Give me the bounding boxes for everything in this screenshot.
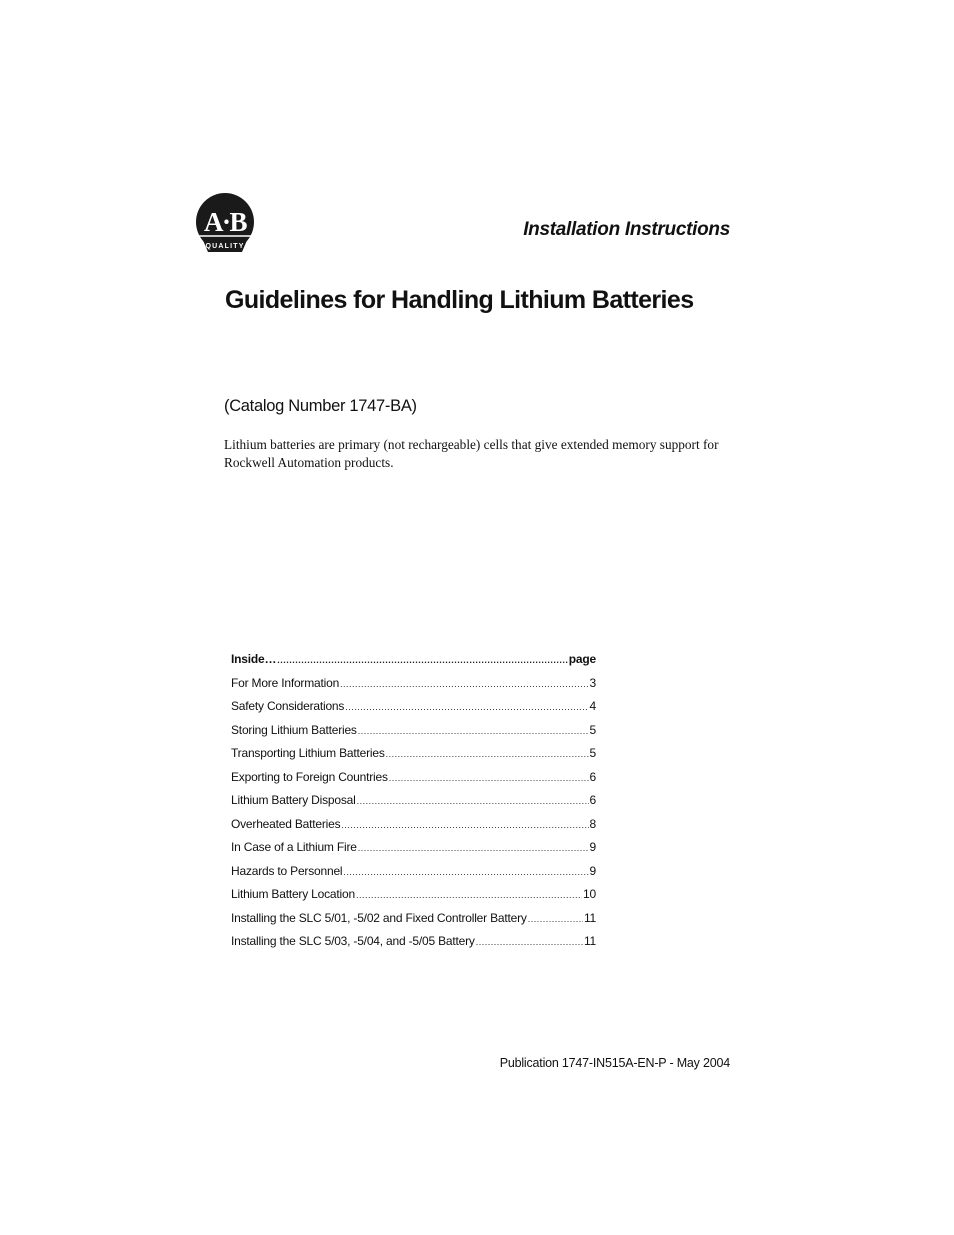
toc-entry[interactable]: [231, 789, 596, 813]
toc-entry-label: Installing the SLC 5/03, -5/04, and -5/05 Battery: [231, 934, 475, 948]
toc-entry-page: 9: [589, 840, 596, 854]
toc-entry-page: 5: [589, 722, 596, 737]
logo-subtext: QUALITY: [205, 243, 245, 250]
allen-bradley-logo: [193, 193, 257, 255]
toc-leader: [476, 931, 583, 955]
intro-paragraph: Lithium batteries are primary (not rechargeable) cells that give extended memory support for Rockwell Automation products.: [224, 437, 719, 470]
toc-entry[interactable]: [231, 672, 596, 696]
toc-entry[interactable]: [231, 907, 596, 931]
toc-entry[interactable]: [231, 695, 596, 719]
toc-entry-page: 8: [589, 816, 596, 831]
toc-entry-label: Overheated Batteries: [231, 816, 341, 831]
toc-leader: [356, 884, 582, 908]
document-type: Installation Instructions: [523, 219, 730, 240]
toc-leader: [277, 649, 568, 673]
toc-entry-page: 5: [589, 746, 596, 760]
toc-entry-label: Lithium Battery Location: [231, 887, 355, 901]
toc-entry-label: Transporting Lithium Batteries: [231, 746, 385, 760]
toc-entry-label: Safety Considerations: [231, 699, 345, 713]
toc-entry-page: 11: [583, 910, 596, 925]
toc-entry-page: 6: [589, 793, 596, 807]
toc-entry-page: 9: [589, 863, 596, 878]
toc-entry[interactable]: [231, 766, 596, 790]
toc-entry-page: 6: [589, 769, 596, 784]
toc-leader: [358, 837, 589, 861]
toc-entry-page: 3: [589, 675, 596, 690]
toc-entry-label: In Case of a Lithium Fire: [231, 840, 357, 854]
toc-leader: [345, 696, 588, 720]
catalog-number: (Catalog Number 1747-BA): [224, 397, 417, 415]
toc-leader: [343, 861, 588, 885]
toc-leader: [528, 908, 583, 932]
toc-entry-label: Installing the SLC 5/01, -5/02 and Fixed Controller Battery: [231, 910, 527, 925]
toc-header-label: Inside…: [231, 652, 277, 666]
logo-text: A·B: [203, 207, 247, 237]
toc-leader: [389, 767, 589, 791]
page-title: Guidelines for Handling Lithium Batteries: [225, 286, 694, 314]
toc-entry-page: 11: [583, 934, 596, 948]
toc-entry-label: Storing Lithium Batteries: [231, 722, 357, 737]
toc-entry-label: Exporting to Foreign Countries: [231, 769, 388, 784]
toc-entry[interactable]: [231, 742, 596, 766]
toc-leader: [340, 673, 588, 697]
toc-leader: [386, 743, 589, 767]
publication-number: Publication 1747-IN515A-EN-P - May 2004: [499, 1056, 730, 1070]
toc-entry-label: For More Information: [231, 675, 340, 690]
toc-leader: [341, 814, 588, 838]
toc-entry-label: Hazards to Personnel: [231, 863, 343, 878]
toc-entry[interactable]: [231, 883, 596, 907]
toc-leader: [358, 720, 589, 744]
toc-header-page: page: [568, 652, 596, 666]
toc-entry-page: 10: [583, 887, 596, 901]
toc-entry[interactable]: [231, 860, 596, 884]
toc-entry[interactable]: [231, 836, 596, 860]
toc-entry[interactable]: [231, 813, 596, 837]
toc-header: [231, 648, 596, 672]
toc-entry[interactable]: [231, 930, 596, 954]
toc-entry[interactable]: [231, 719, 596, 743]
toc-entry-page: 4: [589, 699, 596, 713]
toc-entry-label: Lithium Battery Disposal: [231, 793, 356, 807]
table-of-contents: [231, 648, 596, 954]
toc-leader: [357, 790, 589, 814]
